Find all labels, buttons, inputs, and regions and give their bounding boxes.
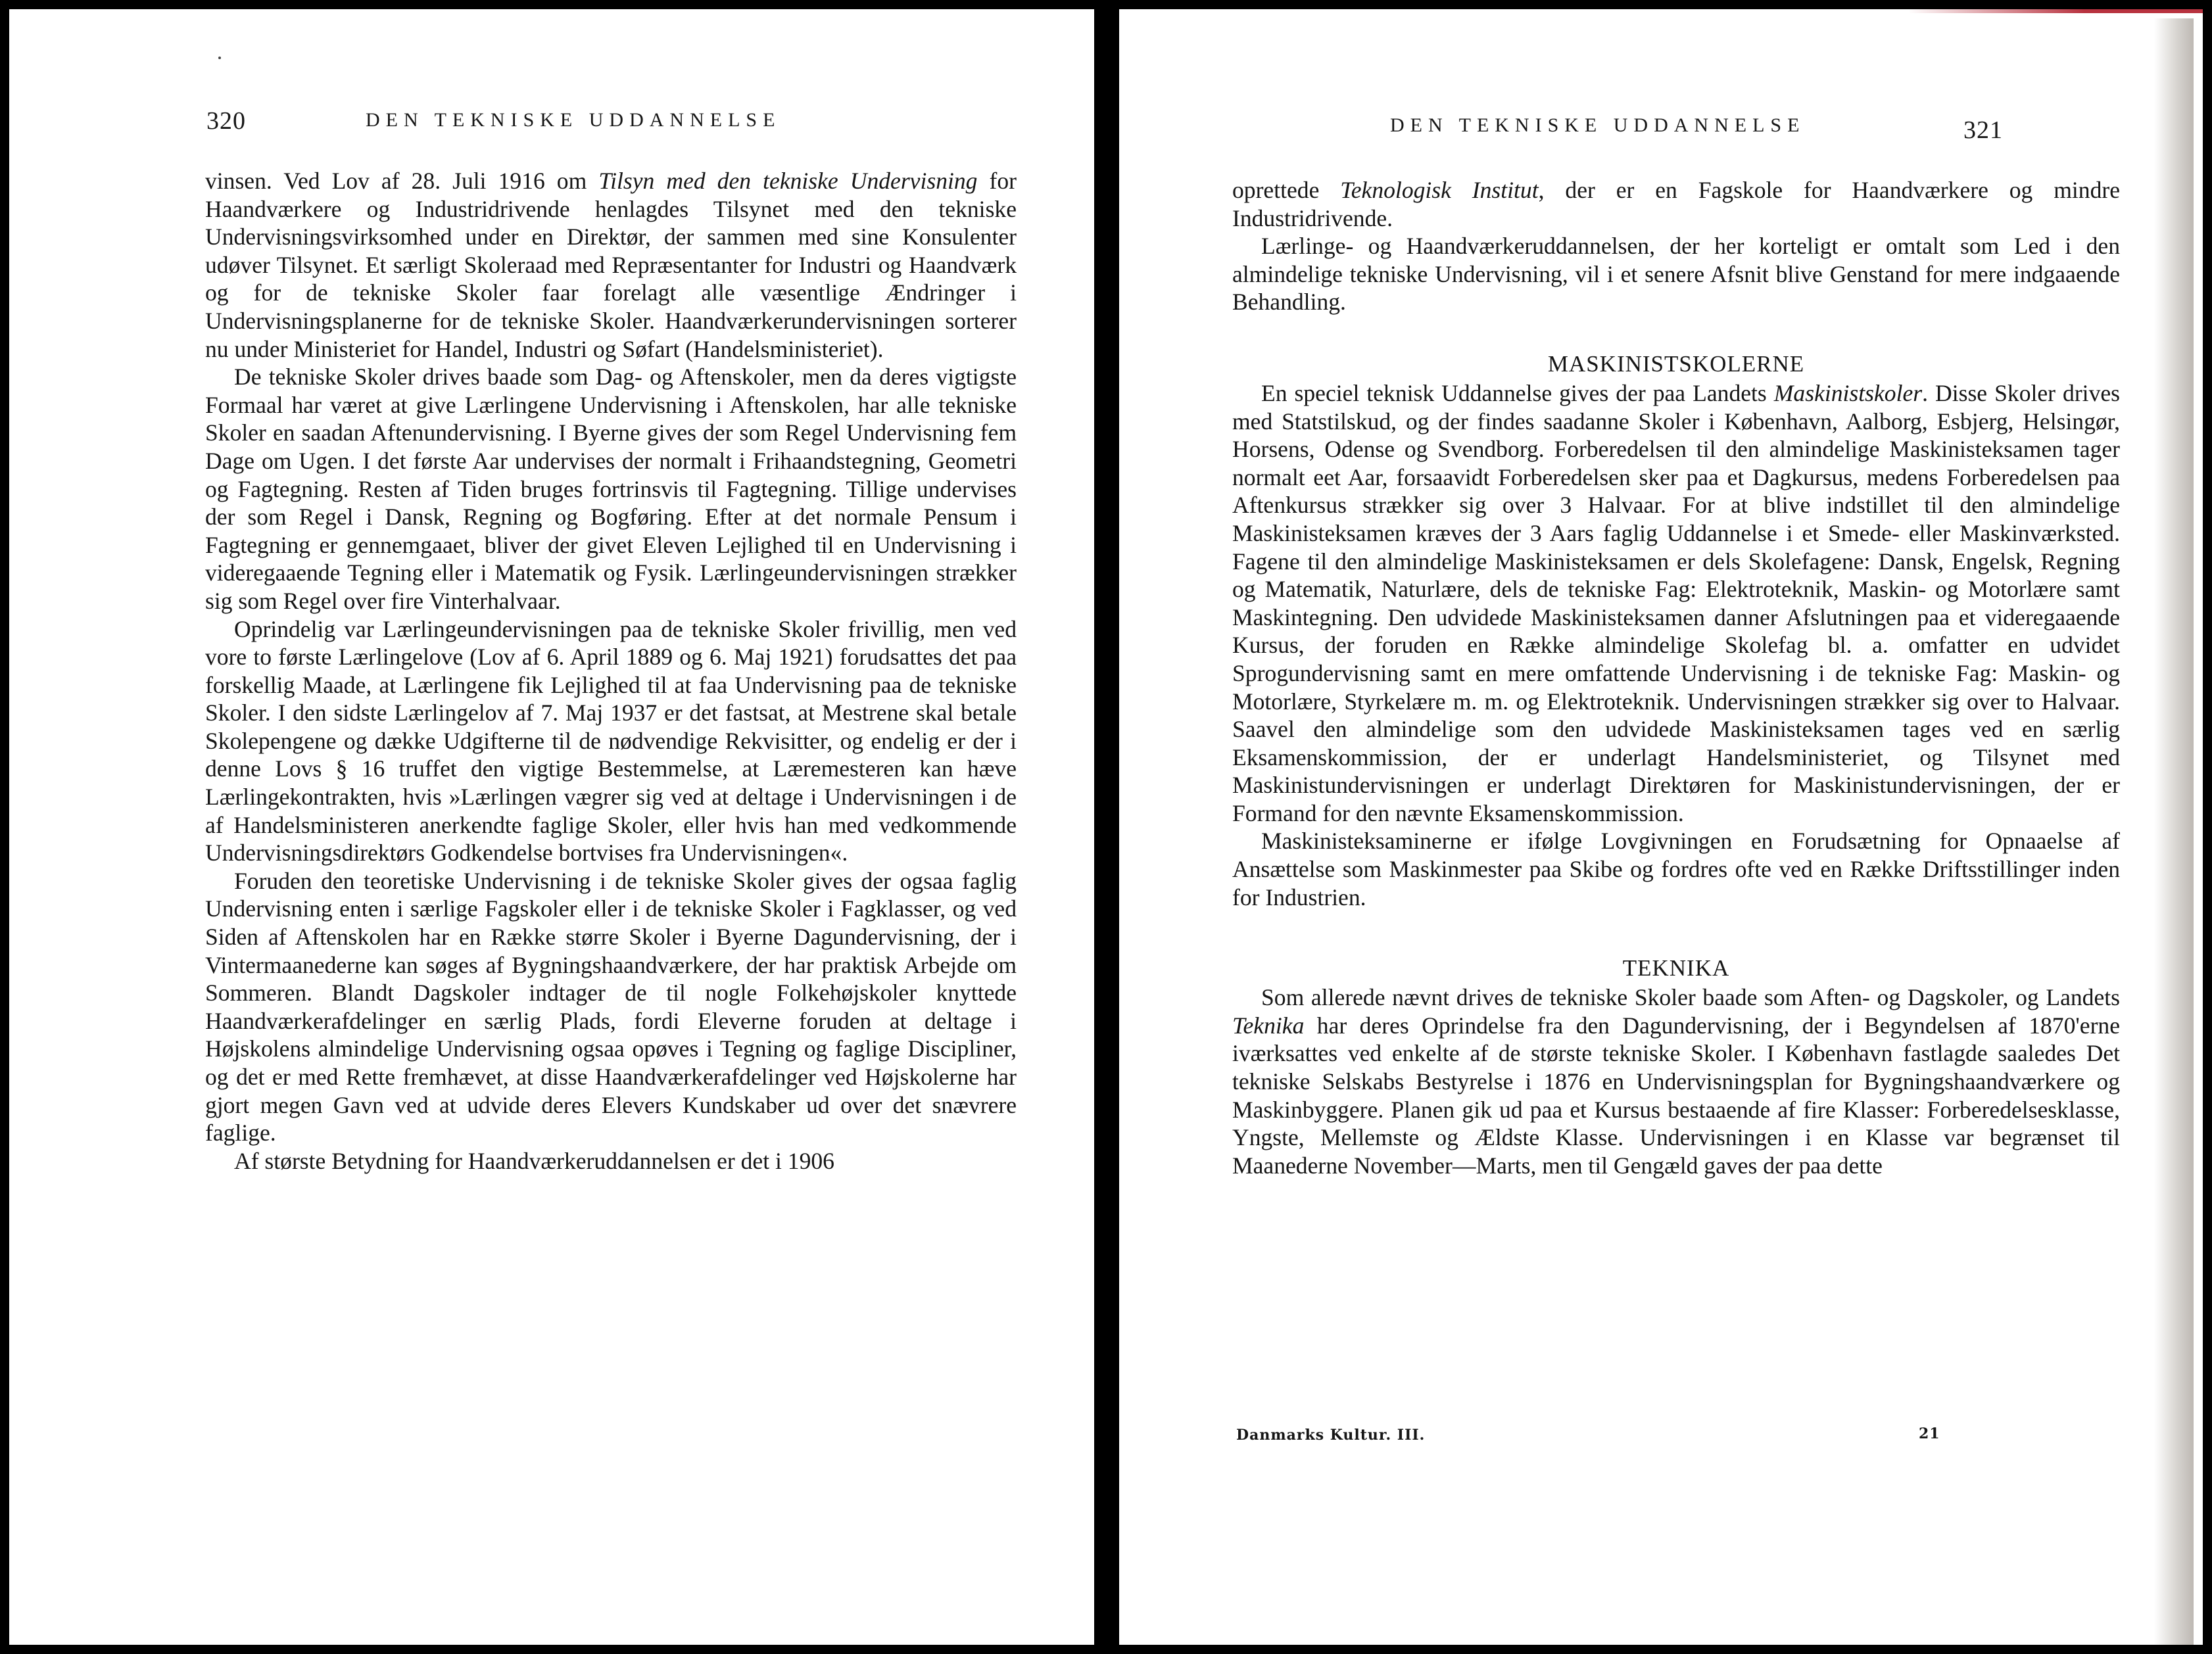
page-edge-tint (1908, 9, 2203, 13)
paragraph (205, 167, 1017, 363)
left-page (9, 9, 1094, 1645)
text-run: Maskinisteksaminerne er ifølge Lovgivningen en Forudsætning for Opnaaelse af Ansættelse som Maskinmester paa Skibe og fordres ofte ved en Række Driftsstillinger inden for Industrien. (1232, 828, 2120, 910)
book-spine-gutter (1094, 0, 1119, 1654)
footer-signature: Danmarks Kultur. III. (1236, 1427, 1426, 1444)
footer-signature-number: 21 (1919, 1425, 1940, 1442)
italic-text: Maskinistskoler (1773, 379, 1923, 406)
paragraph (205, 363, 1017, 615)
text-run: . Disse Skoler drives med Statstilskud, og der findes saadanne Skoler i København, Aalborg, Esbjerg, Helsingør, Horsens, Odense og Svendborg. Forberedelsen til den almindelige Maskinisteksamen tager normalt eet Aar, forsaavidt Forberedelsen sker paa et Dagkursus, medens Forberedelsen paa Aftenkursus strækker sig over 3 Halvaar. For at blive indstillet til den almindelige Maskinisteksamen kræves der 3 Aars faglig Uddannelse i et Smede- eller Maskinværksted. Fagene til den almindelige Maskinisteksamen er dels Skolefagene: Dansk, Engelsk, Regning og Matematik, Naturlære, dels de tekniske Fag: Elektroteknik, Maskin- og Motorlære samt Maskintegning. Den udvidede Maskinisteksamen danner Afslutningen paa et videregaaende Kursus, der foruden en Række almindelige Skolefag bl. a. omfatter en udvidet Sprogundervisning samt en mere omfattende Undervisning i de tekniske Fag: Maskin- og Motorlære, Styrkelære m. m. og Elektroteknik. Undervisningen strækker sig over to Halvaar. Saavel den almindelige som den udvidede Maskinisteksamen tages ved en særlig Eksamenskommission, der er underlagt Handelsministeriet, og Tilsynet med Maskinistundervisningen er underlagt Direktøren for Maskinistundervisningen, der er Formand for den nævnte Eksamenskommission. (1232, 379, 2120, 826)
text-run: vinsen. Ved Lov af 28. Juli 1916 om (205, 168, 599, 194)
paragraph (1232, 379, 2120, 828)
paragraph (205, 1147, 1017, 1175)
text-run: Som allerede nævnt drives de tekniske Skoler baade som Aften- og Dagskoler, og Landets (1261, 984, 2120, 1011)
paragraph (205, 615, 1017, 867)
text-run: En speciel teknisk Uddannelse gives der paa Landets (1261, 379, 1774, 406)
text-run: oprettede (1232, 177, 1341, 203)
right-page (1119, 9, 2203, 1645)
paragraph (1232, 827, 2120, 911)
running-head-left: DEN TEKNISKE UDDANNELSE (366, 109, 781, 131)
paragraph (1232, 232, 2120, 316)
right-body-text (1232, 176, 2120, 1179)
text-run: Af største Betydning for Haandværkeruddannelsen er det i 1906 (234, 1147, 834, 1174)
page-edge-shadow (2154, 18, 2194, 1645)
page-number-left: 320 (206, 107, 246, 135)
page-number-right: 321 (1963, 116, 2003, 144)
text-run: har deres Oprindelse fra den Dagundervisning, der i Begyndelsen af 1870'erne iværksattes ved enkelte af de største tekniske Skoler. I København fastlagde saaledes Det tekniske Selskabs Bestyrelse i 1876 en Undervisningsplan for Bygningshaandværkere og Maskinbyggere. Planen gik ud paa et Kursus bestaaende af fire Klasser: Forberedelsesklasse, Yngste, Mellemste og Ældste Klasse. Undervisningen i en Klasse var begrænset til Maanederne November—Marts, men til Gengæld gaves der paa dette (1232, 1012, 2120, 1179)
paragraph (1232, 983, 2120, 1179)
text-run: Lærlinge- og Haandværkeruddannelsen, der her korteligt er omtalt som Led i den almindelige tekniske Undervisning, vil i et senere Afsnit blive Genstand for mere indgaaende Behandling. (1232, 233, 2120, 316)
italic-text: Tilsyn med den tekniske Undervisning (598, 168, 978, 194)
section-heading: MASKINISTSKOLERNE (1547, 350, 1805, 377)
text-run: for Haandværkere og Industridrivende henlagdes Tilsynet med den tekniske Undervisningsvirksomhed under en Direktør, der sammen med sine Konsulenter udøver Tilsynet. Et særligt Skoleraad med Repræsentanter for Industri og Haandværk og for de tekniske Skoler faar forelagt alle væsentlige Ændringer i Undervisningsplanerne for de tekniske Skoler. Haandværkerundervisningen sorterer nu under Ministeriet for Handel, Industri og Søfart (Handelsministeriet). (205, 168, 1017, 362)
speck (218, 57, 221, 59)
left-body-text (205, 167, 1017, 1175)
italic-text: Teknologisk Institut (1340, 177, 1539, 203)
text-run: De tekniske Skoler drives baade som Dag- og Aftenskoler, men da deres vigtigste Formaal har været at give Lærlingene Undervisning i Aftenskolen, har alle tekniske Skoler en saadan Aftenundervisning. I Byerne gives der som Regel Undervisning fem Dage om Ugen. I det første Aar undervises der normalt i Frihaandstegning, Geometri og Fagtegning. Resten af Tiden bruges fortrinsvis til Fagtegning. Tillige undervises der som Regel i Dansk, Regning og Bogføring. Efter at det normale Pensum i Fagtegning er gennemgaaet, bliver der givet Eleven Lejlighed til en Undervisning i videregaaende Tegning eller i Matematik og Fysik. Lærlingeundervisningen strækker sig som Regel over fire Vinterhalvaar. (205, 364, 1017, 614)
section-heading: TEKNIKA (1622, 955, 1730, 981)
text-run: Oprindelig var Lærlingeundervisningen paa de tekniske Skoler frivillig, men ved vore to første Lærlingelove (Lov af 6. April 1889 og 6. Maj 1921) forudsattes det paa forskellig Maade, at Lærlingene fik Lejlighed til at faa Undervisning paa de tekniske Skoler. I den sidste Lærlingelov af 7. Maj 1937 er det fastsat, at Mestrene skal betale Skolepengene og dække Udgifterne til de nødvendige Rekvisitter, og endelig er der i denne Lovs § 16 truffet den vigtige Bestemmelse, at Læremesteren kan hæve Lærlingekontrakten, hvis »Lærlingen vægrer sig ved at deltage i Undervisningen i de af Handelsministeren anerkendte faglige Skoler, eller hvis han med vedkommende Undervisningsdirektørs Godkendelse bortvises fra Undervisningen«. (205, 615, 1017, 866)
italic-text: Teknika (1232, 1012, 1305, 1039)
paragraph (205, 867, 1017, 1147)
paragraph (1232, 176, 2120, 232)
text-run: Foruden den teoretiske Undervisning i de tekniske Skoler gives der ogsaa faglig Undervisning enten i særlige Fagskoler eller i de tekniske Skoler i Fagklasser, og ved Siden af Aftenskolen har en Række større Skoler i Byerne Dagundervisning, der i Vintermaanederne kan søges af Bygningshaandværkere, der har praktisk Arbejde om Sommeren. Blandt Dagskoler indtager de til nogle Folkehøjskoler knyttede Haandværkerafdelinger en særlig Plads, fordi Eleverne foruden at deltage i Højskolens almindelige Undervisning ogsaa opøves i Tegning og faglige Discipliner, og det er med Rette fremhævet, at disse Haandværkerafdelinger ved Højskolerne har gjort megen Gavn ved at udvide deres Elevers Kundskaber ud over det snævrere faglige. (205, 867, 1017, 1146)
running-head-right: DEN TEKNISKE UDDANNELSE (1390, 114, 1806, 136)
text-run: , der er en Fagskole for Haandværkere og mindre Industridrivende. (1232, 177, 2120, 231)
